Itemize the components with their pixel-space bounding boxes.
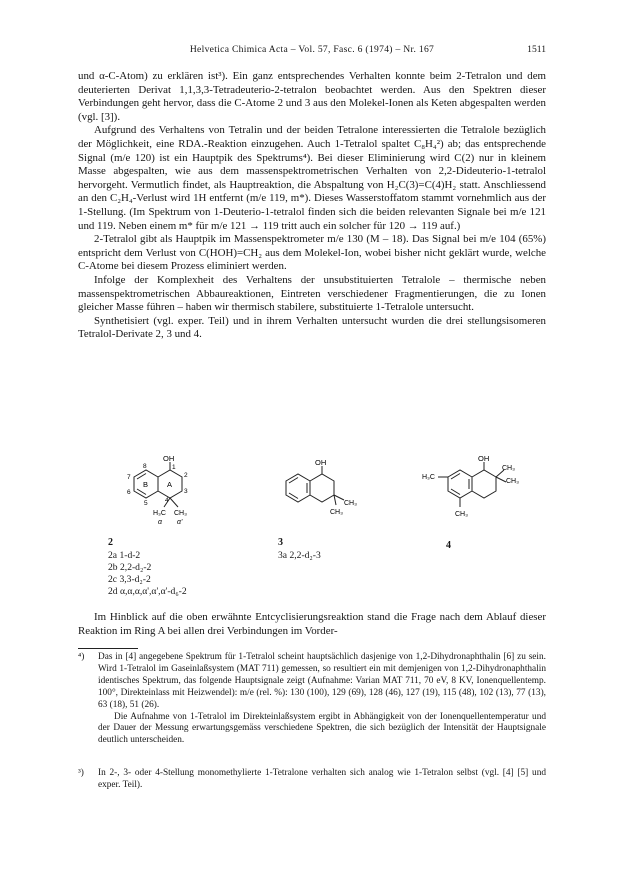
pos-6-label: 6 <box>127 489 131 496</box>
pos-4-label: 4 <box>165 497 169 504</box>
oh-label-2: OH <box>163 455 175 463</box>
structure-figure <box>78 455 546 605</box>
ch3-label-3b: CH₃ <box>330 509 343 516</box>
derivative-2a: 2a 1-d-2 <box>108 550 141 561</box>
pos-8-label: 8 <box>143 463 147 470</box>
ring-a-label: A <box>167 480 173 489</box>
compound-label-3: 3 <box>278 537 283 548</box>
structure-4-drawing <box>398 455 538 535</box>
ch3-label-4c: CH₃ <box>455 511 468 518</box>
compound-label-2: 2 <box>108 537 113 548</box>
paragraph-6: Im Hinblick auf die oben erwähnte Entcyclisierungsreaktion stand die Frage nach dem Ablauf dieser Reaktion im Ring A bei allen drei Verbindungen im Vorder- <box>78 611 546 637</box>
ring-b-label: B <box>143 480 149 489</box>
pos-2-label: 2 <box>184 472 188 479</box>
pos-1-label: 1 <box>172 464 176 471</box>
footnote-3-text: In 2-, 3- oder 4-Stellung monomethylierte 1-Tetralone verhalten sich analog wie 1-Tetralon selbst (vgl. [4] [5] und exper. Teil). <box>98 768 546 790</box>
ch3-label-3a: CH₃ <box>344 500 357 507</box>
body-text <box>78 70 546 342</box>
oh-label-3: OH <box>315 458 327 467</box>
ch3-label-4b: CH₃ <box>506 478 519 485</box>
continuation-paragraph <box>78 611 546 638</box>
derivative-2c: 2c 3,3-d₂-2 <box>108 574 151 585</box>
structure-3-drawing <box>278 455 388 535</box>
derivative-2d: 2d α,α,α,α',α',α'-d₆-2 <box>108 586 187 597</box>
compound-label-4: 4 <box>446 540 451 551</box>
footnote-4 <box>78 652 546 747</box>
paragraph-2: Aufgrund des Verhaltens von Tetralin und der beiden Tetralone interessierten die Tetralole bezüglich der Möglichkeit, eine RDA.-Reaktion einzugehen. Auch 1-Tetralol spaltet C₈H₄²) ab; das entsprechende Signal (m/e 120) ist ein Hauptpik des Spektrums⁴). Bei dieser Eliminierung wird C(2) nur in kleinem Masse abgespalten, wie aus dem massenspektrometrischen Verhalten von 2,2-Dideuterio-1-tetralol hervorgeht. Vermutlich findet, als Hauptreaktion, die Abspaltung von H₂C(3)=C(4)H₂ statt. Anschliessend an den C₂H₄-Verlust wird 1H entfernt (m/e 119, m*). Dieses Wasserstoffatom stammt vornehmlich aus der 1-Stellung. (Im Spektrum von 1-Deuterio-1-tetralol finden sich die beiden relevanten Signale bei m/e 121 und 119. Neben einem m* für m/e 121 → 119 tritt auch ein solcher für 120 → 119 auf.) <box>78 124 546 232</box>
oh-label-4: OH <box>478 455 490 463</box>
paragraph-1: und α-C-Atom) zu erklären ist³). Ein ganz entsprechendes Verhalten konnte beim 2-Tetralon und dem deuterierten Derivat 1,1,3,3-Tetradeuterio-2-tetralon beobachtet werden. Aus den Spektren dieser Verbindungen geht hervor, dass die C-Atome 2 und 3 aus den Molekel-Ionen als Keten abgespalten werden (vgl. [3]). <box>78 70 546 123</box>
alpha-prime-label: α' <box>177 519 183 526</box>
pos-5-label: 5 <box>144 500 148 507</box>
footnote-4-text-continued: Die Aufnahme von 1-Tetralol im Direkteinlaßsystem ergibt in Abhängigkeit von der Ionenquellentemperatur und der Dauer der Messung erwartungsgemäss verschiedene Spektren, die sich bezüglich der Intensität der Hauptsignale deutlich unterscheiden. <box>98 711 546 746</box>
ch3-label-4a: CH₃ <box>502 465 515 472</box>
footnote-4-marker: ⁴) <box>78 652 85 662</box>
derivative-2b: 2b 2,2-d₂-2 <box>108 562 152 573</box>
footnote-3-marker: ³) <box>78 768 84 778</box>
footnote-3 <box>78 768 546 792</box>
running-header <box>78 44 546 58</box>
paragraph-5: Synthetisiert (vgl. exper. Teil) und in ihrem Verhalten untersucht wurden die drei stellungsisomeren Tetralol-Derivate 2, 3 und 4. <box>78 314 546 341</box>
journal-citation: Helvetica Chimica Acta – Vol. 57, Fasc. 6 (1974) – Nr. 167 <box>189 44 435 55</box>
footnote-separator <box>78 648 138 649</box>
alpha-label: α <box>158 519 162 526</box>
h3c-label-4: H₃C <box>422 474 435 481</box>
ch3-label-2: CH₃ <box>174 510 187 517</box>
paragraph-3: 2-Tetralol gibt als Hauptpik im Massenspektrometer m/e 130 (M – 18). Das Signal bei m/e 104 (65%) entspricht dem Verlust von C(HOH)=CH₂ aus dem Molekel-Ion, wobei bisher nicht geklärt wurde, welche C-Atome bei diesem Prozess eliminiert werden. <box>78 233 546 273</box>
paragraph-4: Infolge der Komplexheit des Verhaltens der unsubstituierten Tetralole – thermische neben massenspektrometrischen Abbaureaktionen, Eintreten verschiedener Fragmentierungen, die zu Ionen gleicher Masse führen – haben wir thermisch stabilere, substituierte 1-Tetralole untersucht. <box>78 273 546 314</box>
derivative-3a: 3a 2,2-d₂-3 <box>278 550 321 561</box>
pos-7-label: 7 <box>127 474 131 481</box>
pos-3-label: 3 <box>184 488 188 495</box>
page-number: 1511 <box>527 44 546 55</box>
footnote-4-text: Das in [4] angegebene Spektrum für 1-Tetralol scheint hauptsächlich dasjenige von 1,2-Dihydronaphthalin [6] zu sein. Wird 1-Tetralol im Gaseinlaßsystem (MAT 711) gemessen, so resultiert ein mit demjenigen von 1,2-Dihydronaphthalin identisches Spektrum, das folgende Hauptsignale zeigt (Aufnahme: Varian MAT 711, 70 eV, 8 KV, Ionenquellentemp. 100°, Direkteinlass mit Heizwendel): m/e (rel. %): 130 (100), 129 (69), 128 (46), 127 (19), 115 (48), 102 (13), 77 (13), 63 (18), 51 (26). <box>98 652 546 710</box>
structure-2-drawing <box>108 455 218 535</box>
h3c-label-2: H₃C <box>153 510 166 517</box>
